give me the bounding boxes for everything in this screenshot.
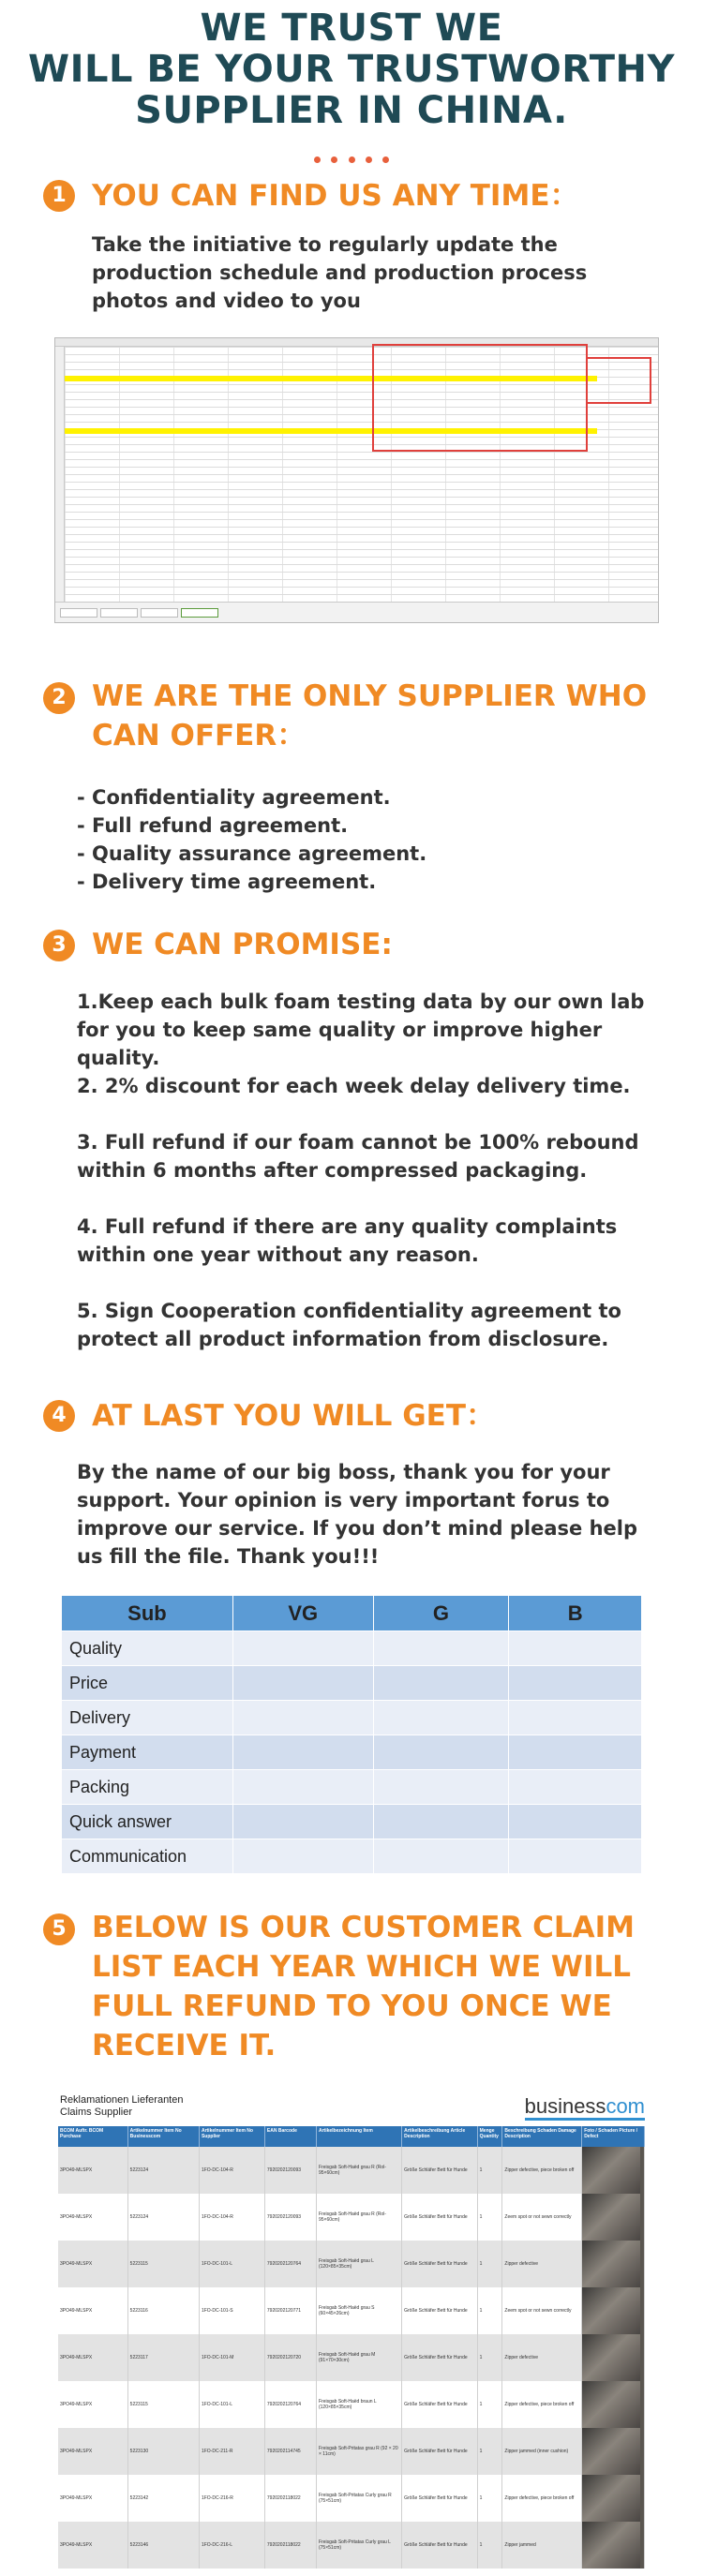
claims-cell: Freisgab Soft-Haëd braun L (120×85×35cm) xyxy=(316,2381,401,2428)
claims-cell: 5223115 xyxy=(127,2241,199,2287)
claims-cell: 7920202120093 xyxy=(264,2147,316,2194)
section-2-title-line: CAN OFFER： xyxy=(92,719,307,752)
claims-cell: 3PO49-MLSPX xyxy=(58,2381,127,2428)
section-1-text: Take the initiative to regularly update the production schedule and production process photos and video to you xyxy=(92,233,588,312)
b-cell[interactable] xyxy=(509,1839,642,1874)
claims-cell: Freisgab Soft-Haëd grau S (60×45×26cm) xyxy=(316,2287,401,2334)
promise-4: 4. Full refund if there are any quality complaints within one year without any reason. xyxy=(77,1215,618,1266)
promise-3: 3. Full refund if our foam cannot be 100% rebound within 6 months after compressed packaging. xyxy=(77,1131,639,1182)
headline-line: WILL BE YOUR TRUSTWORTHY xyxy=(28,48,675,91)
section-1-title: YOU CAN FIND US ANY TIME： xyxy=(92,179,579,213)
claims-column-header: Foto / Schaden Picture / Defect xyxy=(582,2126,645,2147)
criterion-label: Packing xyxy=(62,1770,233,1805)
table-row xyxy=(62,1839,642,1874)
claims-cell: Zeem spot or not sewn correctly xyxy=(502,2194,582,2241)
defect-photo xyxy=(582,2334,645,2381)
b-cell[interactable] xyxy=(509,1701,642,1735)
claims-column-header: EAN Barcode xyxy=(264,2126,316,2147)
b-cell[interactable] xyxy=(509,1735,642,1770)
logo-text-accent: com xyxy=(606,2094,645,2118)
claims-cell: Zipper jammed xyxy=(502,2522,582,2569)
claims-cell: 1FO-DC-104-R xyxy=(199,2147,264,2194)
section-5-title xyxy=(92,1908,692,2065)
claims-cell: Zipper jammed (inner cushion) xyxy=(502,2428,582,2475)
claims-cell: Zipper defective, piece broken off xyxy=(502,2475,582,2522)
claims-cell: Freisgab Soft-Haëd grau R (Rol-95×60cm) xyxy=(316,2147,401,2194)
vg-cell[interactable] xyxy=(232,1805,373,1839)
promise-1: 1.Keep each bulk foam testing data by our own lab for you to keep same quality or improve higher quality. xyxy=(77,990,645,1069)
claims-cell: 5223116 xyxy=(127,2287,199,2334)
claims-row xyxy=(58,2475,645,2522)
promise-5: 5. Sign Cooperation confidentiality agreement to protect all product information from disclosure. xyxy=(77,1300,621,1350)
claims-cell: Freisgab Soft-Pritatas Curly grau R (75×51cm) xyxy=(316,2475,401,2522)
claims-cell: 5223124 xyxy=(127,2147,199,2194)
claims-column-header: Menge Quantity xyxy=(477,2126,502,2147)
section-4-number: 4 xyxy=(43,1400,75,1432)
claims-cell: 1FO-DC-101-L xyxy=(199,2241,264,2287)
headline-line: SUPPLIER IN CHINA. xyxy=(135,89,568,132)
claims-row xyxy=(58,2241,645,2287)
b-cell[interactable] xyxy=(509,1805,642,1839)
column-header: Sub xyxy=(62,1596,233,1631)
section-5-title-line: LIST EACH YEAR WHICH WE WILL xyxy=(92,1950,632,1984)
claims-column-header: Artikelnummer Item No Supplier xyxy=(199,2126,264,2147)
section-5-title-line: FULL REFUND TO YOU ONCE WE xyxy=(92,1989,612,2023)
list-item: - Delivery time agreement. xyxy=(77,871,377,893)
g-cell[interactable] xyxy=(373,1666,509,1701)
claims-cell: 1 xyxy=(477,2475,502,2522)
defect-photo xyxy=(582,2287,645,2334)
claims-title-line: Reklamationen Lieferanten xyxy=(60,2094,184,2106)
column-header: G xyxy=(373,1596,509,1631)
defect-photo xyxy=(582,2194,645,2241)
claims-cell: 3PO49-MLSPX xyxy=(58,2522,127,2569)
list-item: - Quality assurance agreement. xyxy=(77,842,427,865)
claims-row xyxy=(58,2334,645,2381)
defect-photo xyxy=(582,2475,645,2522)
criterion-label: Quality xyxy=(62,1631,233,1666)
vg-cell[interactable] xyxy=(232,1666,373,1701)
claims-header-row xyxy=(58,2126,645,2147)
customer-claim-list xyxy=(58,2094,645,2568)
headline-line: WE TRUST WE xyxy=(200,7,503,50)
claims-row xyxy=(58,2287,645,2334)
claims-cell: 1FO-DC-216-R xyxy=(199,2475,264,2522)
claims-cell: 3PO49-MLSPX xyxy=(58,2147,127,2194)
claims-cell: 5223115 xyxy=(127,2381,199,2428)
claims-cell: Größe Schläfer Bett für Hunde xyxy=(402,2241,478,2287)
column-header: VG xyxy=(232,1596,373,1631)
claims-cell: Zeem spot or not sewn correctly xyxy=(502,2287,582,2334)
claims-cell: Größe Schläfer Bett für Hunde xyxy=(402,2428,478,2475)
section-2-number: 2 xyxy=(43,682,75,714)
claims-cell: 7920202120764 xyxy=(264,2241,316,2287)
claims-column-header: Artikelnummer Item No Businesscom xyxy=(127,2126,199,2147)
criterion-label: Communication xyxy=(62,1839,233,1874)
section-3-number: 3 xyxy=(43,930,75,961)
g-cell[interactable] xyxy=(373,1805,509,1839)
table-row xyxy=(62,1631,642,1666)
claims-cell: 1FO-DC-211-R xyxy=(199,2428,264,2475)
section-4-title: AT LAST YOU WILL GET： xyxy=(92,1399,495,1433)
claims-cell: Größe Schläfer Bett für Hunde xyxy=(402,2287,478,2334)
vg-cell[interactable] xyxy=(232,1701,373,1735)
table-header-row xyxy=(62,1596,642,1631)
claims-title-line: Claims Supplier xyxy=(60,2107,133,2118)
claims-cell: 5223146 xyxy=(127,2522,199,2569)
claims-cell: 3PO49-MLSPX xyxy=(58,2241,127,2287)
agreement-list xyxy=(77,783,426,896)
claims-cell: 3PO49-MLSPX xyxy=(58,2475,127,2522)
claims-cell: Zipper defective, piece broken off xyxy=(502,2147,582,2194)
section-5-title-line: BELOW IS OUR CUSTOMER CLAIM xyxy=(92,1911,635,1944)
claims-cell: 5223124 xyxy=(127,2194,199,2241)
claims-cell: 1 xyxy=(477,2147,502,2194)
section-3-title: WE CAN PROMISE: xyxy=(92,928,393,961)
claims-cell: 1 xyxy=(477,2287,502,2334)
defect-photo xyxy=(582,2241,645,2287)
table-row xyxy=(62,1735,642,1770)
g-cell[interactable] xyxy=(373,1735,509,1770)
claims-cell: 3PO49-MLSPX xyxy=(58,2194,127,2241)
claims-cell: Freisgab Soft-Haëd grau L (120×85×35cm) xyxy=(316,2241,401,2287)
table-row xyxy=(62,1805,642,1839)
claims-cell: 5223117 xyxy=(127,2334,199,2381)
claims-cell: Freisgab Soft-Haëd grau M (91×70×30cm) xyxy=(316,2334,401,2381)
headline xyxy=(0,7,703,131)
g-cell[interactable] xyxy=(373,1839,509,1874)
claims-cell: 1FO-DC-216-L xyxy=(199,2522,264,2569)
claims-row xyxy=(58,2147,645,2194)
claims-row xyxy=(58,2194,645,2241)
section-5-number: 5 xyxy=(43,1913,75,1945)
defect-photo xyxy=(582,2428,645,2475)
claims-title xyxy=(60,2094,183,2119)
defect-photo xyxy=(582,2522,645,2569)
claims-row xyxy=(58,2428,645,2475)
b-cell[interactable] xyxy=(509,1631,642,1666)
criterion-label: Delivery xyxy=(62,1701,233,1735)
claims-cell: Größe Schläfer Bett für Hunde xyxy=(402,2381,478,2428)
b-cell[interactable] xyxy=(509,1770,642,1805)
vg-cell[interactable] xyxy=(232,1631,373,1666)
claims-table xyxy=(58,2126,645,2569)
claims-row xyxy=(58,2522,645,2569)
production-schedule-screenshot xyxy=(54,337,659,623)
claims-cell: 3PO49-MLSPX xyxy=(58,2334,127,2381)
claims-cell: 7920202118022 xyxy=(264,2475,316,2522)
claims-cell: 7920202120764 xyxy=(264,2381,316,2428)
claims-cell: 1FO-DC-101-L xyxy=(199,2381,264,2428)
decorative-dots xyxy=(314,156,389,166)
claims-cell: 5223130 xyxy=(127,2428,199,2475)
businesscom-logo xyxy=(525,2094,645,2119)
criterion-label: Payment xyxy=(62,1735,233,1770)
criterion-label: Quick answer xyxy=(62,1805,233,1839)
claims-cell: 3PO49-MLSPX xyxy=(58,2287,127,2334)
claims-cell: Größe Schläfer Bett für Hunde xyxy=(402,2194,478,2241)
claims-cell: 1 xyxy=(477,2522,502,2569)
claims-row xyxy=(58,2381,645,2428)
section-2-title xyxy=(92,677,673,755)
claims-cell: 5223142 xyxy=(127,2475,199,2522)
promise-2: 2. 2% discount for each week delay delivery time. xyxy=(77,1075,631,1097)
claims-column-header: BCOM Auftr. BCOM Purchase xyxy=(58,2126,127,2147)
list-item: - Full refund agreement. xyxy=(77,814,349,837)
vg-cell[interactable] xyxy=(232,1735,373,1770)
claims-cell: 7920202118022 xyxy=(264,2522,316,2569)
defect-photo xyxy=(582,2147,645,2194)
claims-cell: Freisgab Soft-Pritatas grau R (92 × 20 × 11cm) xyxy=(316,2428,401,2475)
claims-cell: Zipper defective xyxy=(502,2241,582,2287)
claims-column-header: Artikelbezeichnung Item xyxy=(316,2126,401,2147)
claims-cell: 1 xyxy=(477,2194,502,2241)
b-cell[interactable] xyxy=(509,1666,642,1701)
g-cell[interactable] xyxy=(373,1701,509,1735)
claims-cell: 3PO49-MLSPX xyxy=(58,2428,127,2475)
claims-cell: Zipper defective xyxy=(502,2334,582,2381)
claims-cell: 1FO-DC-101-M xyxy=(199,2334,264,2381)
claims-cell: 1FO-DC-101-S xyxy=(199,2287,264,2334)
list-item: - Confidentiality agreement. xyxy=(77,786,391,809)
claims-cell: 1 xyxy=(477,2334,502,2381)
criterion-label: Price xyxy=(62,1666,233,1701)
section-4-text: By the name of our big boss, thank you for your support. Your opinion is very important forus to improve our service. If you don’t mind please help us fill the file. Thank you!!! xyxy=(77,1461,638,1568)
claims-cell: Zipper defective, piece broken off xyxy=(502,2381,582,2428)
section-2-title-line: WE ARE THE ONLY SUPPLIER WHO xyxy=(92,679,648,713)
logo-text: business xyxy=(524,2094,606,2118)
claims-cell: 1 xyxy=(477,2428,502,2475)
g-cell[interactable] xyxy=(373,1770,509,1805)
claims-cell: 7920202114745 xyxy=(264,2428,316,2475)
claims-cell: Größe Schläfer Bett für Hunde xyxy=(402,2334,478,2381)
g-cell[interactable] xyxy=(373,1631,509,1666)
claims-cell: 7920202120720 xyxy=(264,2334,316,2381)
vg-cell[interactable] xyxy=(232,1770,373,1805)
claims-cell: 1 xyxy=(477,2381,502,2428)
claims-cell: 7920202120093 xyxy=(264,2194,316,2241)
claims-cell: Freisgab Soft-Haëd grau R (Rol-95×60cm) xyxy=(316,2194,401,2241)
defect-photo xyxy=(582,2381,645,2428)
vg-cell[interactable] xyxy=(232,1839,373,1874)
claims-cell: 1FO-DC-104-R xyxy=(199,2194,264,2241)
section-1-number: 1 xyxy=(43,180,75,212)
table-row xyxy=(62,1770,642,1805)
table-row xyxy=(62,1666,642,1701)
claims-cell: Größe Schläfer Bett für Hunde xyxy=(402,2147,478,2194)
claims-cell: 1 xyxy=(477,2241,502,2287)
claims-cell: Freisgab Soft-Pritatas Curly grau L (75×51cm) xyxy=(316,2522,401,2569)
claims-column-header: Beschreibung Schaden Damage Description xyxy=(502,2126,582,2147)
column-header: B xyxy=(509,1596,642,1631)
claims-column-header: Artikelbeschreibung Article Description xyxy=(402,2126,478,2147)
claims-cell: 7920202120771 xyxy=(264,2287,316,2334)
evaluation-table xyxy=(61,1595,642,1874)
section-5-title-line: RECEIVE IT. xyxy=(92,2029,277,2062)
claims-cell: Größe Schläfer Bett für Hunde xyxy=(402,2475,478,2522)
claims-cell: Größe Schläfer Bett für Hunde xyxy=(402,2522,478,2569)
table-row xyxy=(62,1701,642,1735)
